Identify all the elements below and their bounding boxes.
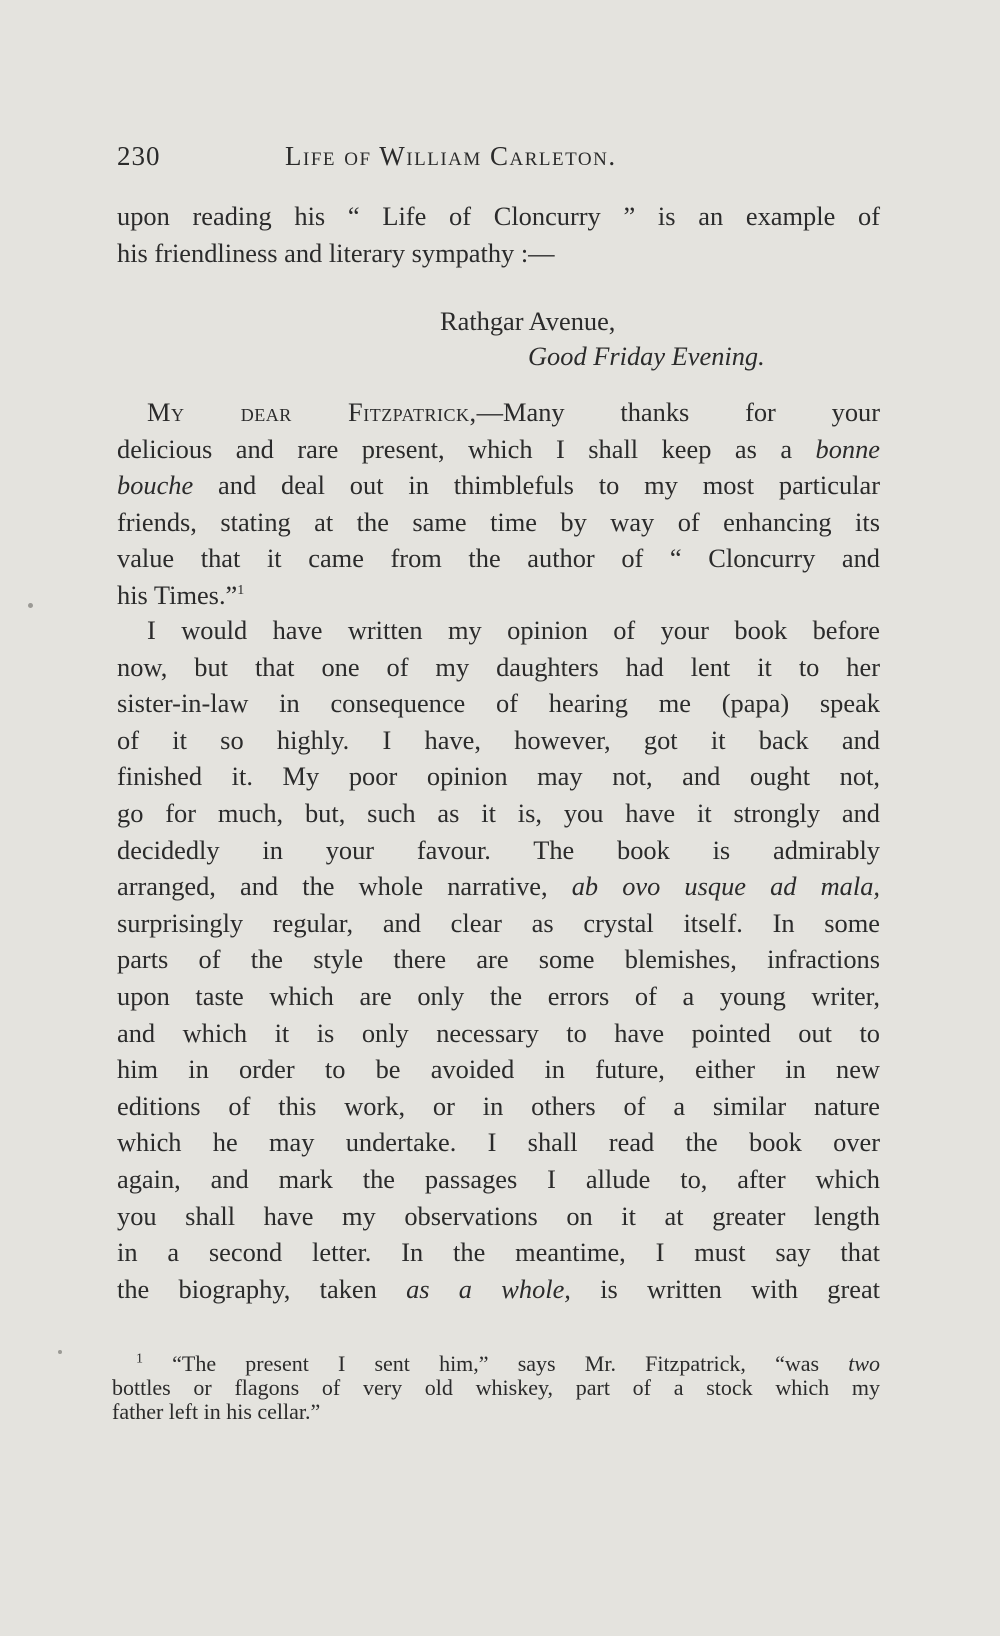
text-run: delicious and rare present, which I shall keep as a — [117, 433, 816, 464]
paper-speck — [28, 603, 33, 608]
text-line: sister-in-law in consequence of hearing me (papa) speak — [117, 688, 880, 719]
italic-phrase: bonne — [815, 433, 880, 464]
text-line — [117, 577, 880, 614]
text-line: now, but that one of my daughters had lent it to her — [117, 651, 880, 682]
text-run: —Many thanks for your — [476, 397, 881, 427]
text-line: him in order to be avoided in future, either in new — [117, 1054, 880, 1085]
letter-paragraph-1 — [117, 394, 880, 614]
text-line: finished it. My poor opinion may not, and ought not, — [117, 761, 880, 792]
text-line: in a second letter. In the meantime, I must say that — [117, 1237, 880, 1268]
text-line: upon taste which are only the errors of a young writer, — [117, 980, 880, 1011]
page-number: 230 — [117, 141, 161, 171]
text-line: which he may undertake. I shall read the book over — [117, 1127, 880, 1158]
text-run: and deal out in thimblefuls to my most particular — [193, 470, 880, 501]
letter-paragraph-2 — [117, 612, 880, 1307]
italic-phrase: bouche — [117, 470, 194, 501]
footnote-marker: 1 — [136, 1351, 143, 1367]
text-line: editions of this work, or in others of a similar nature — [117, 1090, 880, 1121]
text-run: the biography, taken — [117, 1273, 407, 1304]
italic-phrase: as a whole, — [406, 1273, 571, 1304]
letter-dateline: Good Friday Evening. — [528, 341, 765, 371]
page-header — [117, 141, 877, 181]
italic-phrase: ab ovo usque ad mala, — [571, 871, 880, 902]
text-run: “The present I sent him,” says Mr. Fitzpatrick, “was — [172, 1351, 849, 1376]
letter-salutation: My dear Fitzpatrick, — [147, 397, 477, 427]
text-line: surprisingly regular, and clear as crystal itself. In some — [117, 907, 880, 938]
text-line: upon reading his “ Life of Cloncurry ” is an example of — [117, 201, 880, 231]
paper-speck — [58, 1350, 62, 1354]
text-line: I would have written my opinion of your book before — [147, 615, 880, 645]
text-line: and which it is only necessary to have pointed out to — [117, 1017, 880, 1048]
text-line: his friendliness and literary sympathy :— — [117, 237, 555, 268]
footnote-reference: 1 — [237, 583, 245, 599]
text-run: is written with great — [570, 1273, 881, 1304]
text-line: you shall have my observations on it at greater length — [117, 1200, 880, 1231]
text-line: value that it came from the author of “ Cloncurry and — [117, 543, 880, 574]
footnote-line — [112, 1352, 880, 1376]
footnote — [112, 1352, 880, 1424]
text-line — [117, 1271, 880, 1308]
text-line: again, and mark the passages I allude to, after which — [117, 1163, 880, 1194]
text-line — [117, 868, 880, 905]
footnote-line: bottles or flagons of very old whiskey, part of a stock which my — [112, 1375, 880, 1400]
text-run: his Times.” — [117, 579, 238, 610]
text-line: decidedly in your favour. The book is admirably — [117, 834, 880, 865]
text-line: of it so highly. I have, however, got it back and — [117, 724, 880, 755]
text-line — [117, 467, 880, 504]
text-run: arranged, and the whole narrative, — [117, 871, 572, 902]
running-title: Life of William Carleton. — [285, 141, 617, 171]
text-line — [117, 431, 880, 468]
intro-paragraph — [117, 198, 880, 271]
italic-phrase: two — [848, 1351, 880, 1376]
text-line: friends, stating at the same time by way of enhancing its — [117, 506, 880, 537]
footnote-line: father left in his cellar.” — [112, 1399, 321, 1424]
text-line: go for much, but, such as it is, you have it strongly and — [117, 797, 880, 828]
text-line — [117, 394, 880, 431]
text-line: parts of the style there are some blemishes, infractions — [117, 944, 880, 975]
letter-address: Rathgar Avenue, — [440, 306, 616, 336]
